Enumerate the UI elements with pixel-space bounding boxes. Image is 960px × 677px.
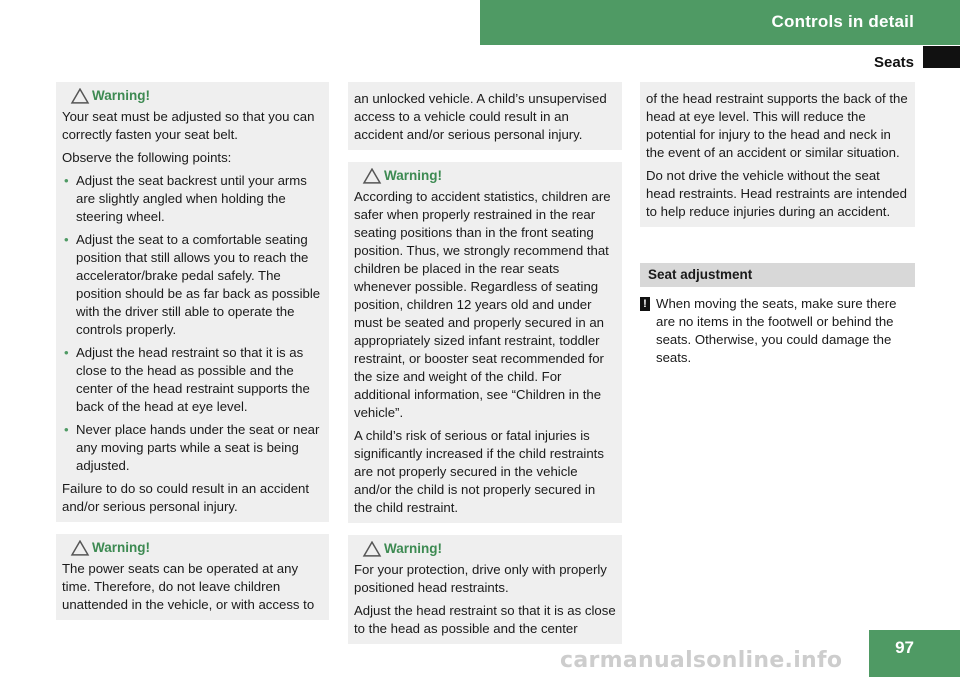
continued-text: an unlocked vehicle. A child’s unsupervised access to a vehicle could result in an accident and/or serious personal injury. (354, 91, 607, 142)
continued-warning-box (640, 82, 915, 227)
warning-box-seat-adjustment (56, 82, 329, 522)
warning-triangle-icon (68, 88, 92, 104)
warning-closing: Failure to do so could result in an accident and/or serious personal injury. (62, 481, 310, 514)
continued-text-box (348, 82, 622, 150)
warning-paragraph: Adjust the head restraint so that it is as close to the head as possible and the center (354, 603, 616, 636)
warning-header (354, 166, 616, 186)
column-3 (640, 82, 915, 367)
continued-paragraph: Do not drive the vehicle without the seat head restraints. Head restraints are intended to help reduce injuries during an accident. (646, 168, 907, 219)
column-1 (56, 82, 329, 620)
section-title: Seats (873, 54, 914, 71)
warning-title: Warning! (384, 168, 442, 183)
bullet-icon: • (64, 345, 69, 360)
warning-intro: Your seat must be adjusted so that you can correctly fasten your seat belt. (62, 109, 315, 142)
bullet-icon: • (64, 232, 69, 247)
bullet-icon: • (64, 422, 69, 437)
bullet-icon: • (64, 173, 69, 188)
warning-header (62, 538, 323, 558)
chapter-header-bar (480, 0, 960, 45)
warning-text: The power seats can be operated at any time. Therefore, do not leave children unattended in the vehicle, or with access to (62, 561, 315, 612)
list-item (62, 231, 323, 339)
warning-triangle-icon (360, 541, 384, 557)
warning-box-power-seats (56, 534, 329, 620)
warning-title: Warning! (92, 540, 150, 555)
warning-triangle-icon (360, 168, 384, 184)
notice-text: When moving the seats, make sure there are no items in the footwell or behind the seats. Otherwise, you could damage the seats. (656, 296, 897, 365)
continued-paragraph: of the head restraint supports the back of the head at eye level. This will reduce the potential for injury to the head and neck in the event of an accident or similar situation. (646, 91, 908, 160)
warning-paragraph: According to accident statistics, children are safer when properly restrained in the rear seating positions than in the front seating position. Thus, we strongly recommend that children be placed in the rear seats whenever possible. Regardless of seating position, children 12 years old and under must be seated and properly secured in an appropriately sized infant restraint, toddler restraint, or booster seat recommended for the size and weight of the child. For additional information, see “Children in the vehicle”. (354, 189, 611, 420)
warning-triangle-icon (68, 540, 92, 556)
warning-box-children (348, 162, 622, 523)
page-number-box (869, 630, 960, 677)
bullet-text: Adjust the seat backrest until your arms are slightly angled when holding the steering wheel. (76, 173, 307, 224)
damage-notice (640, 295, 915, 367)
notice-exclamation-icon: ! (640, 297, 650, 311)
warning-header (62, 86, 323, 106)
column-2 (348, 82, 622, 644)
chapter-title: Controls in detail (771, 12, 914, 31)
warning-bullet-list (62, 172, 323, 475)
list-item (62, 421, 323, 475)
warning-title: Warning! (384, 541, 442, 556)
seat-adjustment-heading: Seat adjustment (640, 263, 915, 287)
list-item (62, 172, 323, 226)
watermark-text: carmanualsonline.info (560, 648, 843, 673)
section-tab-marker (923, 46, 960, 68)
warning-paragraph: For your protection, drive only with properly positioned head restraints. (354, 562, 607, 595)
warning-observe: Observe the following points: (62, 150, 232, 165)
bullet-text: Adjust the seat to a comfortable seating position that still allows you to reach the accelerator/brake pedal safely. The position should be as far back as possible with the driver still able to operate the controls properly. (76, 232, 321, 337)
warning-paragraph: A child’s risk of serious or fatal injuries is significantly increased if the child restraints are not properly secured in the vehicle and/or the child is not properly secured in the child restraint. (354, 428, 604, 515)
bullet-text: Adjust the head restraint so that it is as close to the head as possible and the center of the head restraint supports the back of the head at eye level. (76, 345, 310, 414)
page-number: 97 (895, 638, 914, 657)
warning-title: Warning! (92, 88, 150, 103)
warning-box-head-restraints (348, 535, 622, 644)
list-item (62, 344, 323, 416)
warning-header (354, 539, 616, 559)
bullet-text: Never place hands under the seat or near any moving parts while a seat is being adjusted. (76, 422, 320, 473)
